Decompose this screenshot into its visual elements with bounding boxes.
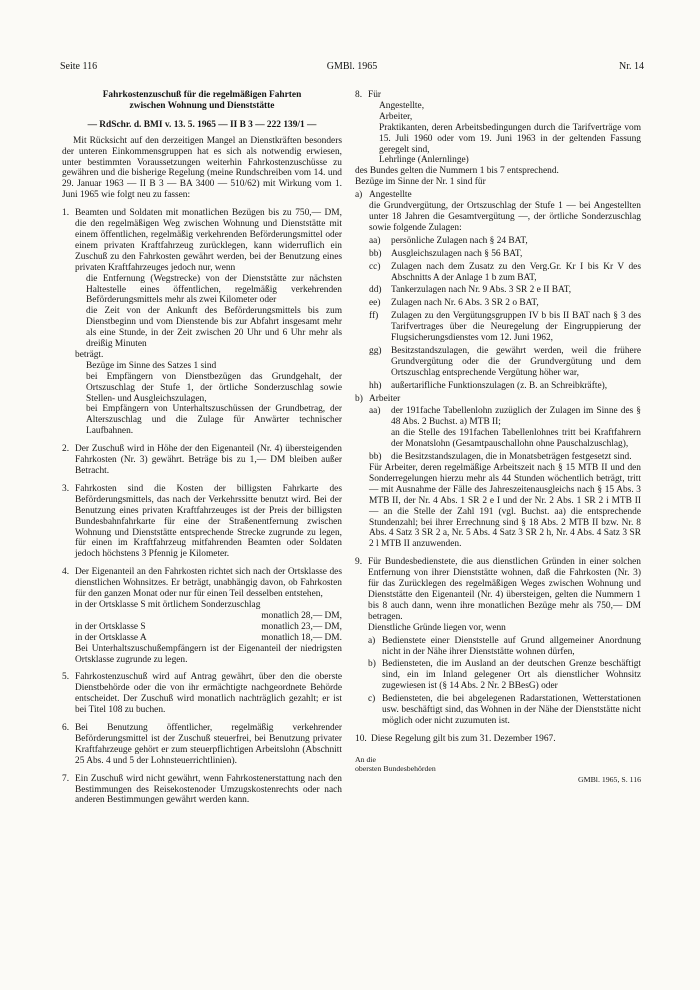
page-header bbox=[60, 62, 644, 76]
left-column bbox=[62, 90, 342, 806]
condition-time: die Zeit von der Ankunft des Beförderungsmittels bis zum Dienstbeginn und vom Dienstende bis zur Abfahrt insgesamt mehr als eine Stunde, in der Zeit zwischen 20 Uhr und 6 Uhr mehr als dreißig Minuten bbox=[86, 306, 342, 350]
list-item-9: 9. Für Bundesbedienstete, die aus dienstlichen Gründen in einer solchen Entfernung von ihrer Dienststätte wohnen, daß die Fahrkosten (Nr. 3) für das Zurücklegen des regelmäßigen Weges zwischen Wohnung und Dienststätte den Eigenanteil (Nr. 4) übersteigen, gelten die Nummern 1 bis 8 auch dann, wenn ihre monatlichen Bezüge mehr als 750,— DM betragen. Dienstliche Gründe liegen vor, wenn a) Bedienstete einer Dienststelle auf Grund allgemeiner Anordnung nicht in der Nähe ihrer Dienststätte wohnen dürfen, b) Bediensteten, die im Ausland an der deutschen Grenze beschäftigt sind, ein im Inland gelegener Ort als dienstlicher Wohnsitz zugewiesen ist (§ 14 Abs. 2 Nr. 2 BBesG) oder c) Bediensteten, die bei abgelegenen Radarstationen, Wetterstationen usw. beschäftigt sind, das Wohnen in der Nähe der Dienststätte nicht möglich oder nicht zuzumuten ist. bbox=[355, 557, 641, 726]
subsection-workers: b) Arbeiter aa) der 191fache Tabellenlohn zuzüglich der Zulagen im Sinne des § 48 Abs. 2 Buchst. a) MTB II; an die Stelle des 191fachen Tabellenlohnes tritt bei Kraftfahrern der Monatslohn (Gesamtpauschallohn ohne Pauschalzuschlag), bb) die Besitzstandszulagen, die in Monatsbeträgen festgesetzt sind. Für Arbeiter, deren regelmäßige Arbeitszeit nach § 15 MTB II und den Sonderregelungen hierzu mehr als 44 Stunden wöchentlich beträgt, tritt — mit Ausnahme der Fälle des Jahreszeitenausgleichs nach § 15 Abs. 3 MTB II, der Nr. 4 Abs. 1 SR 2 e I und der Nr. 2 Abs. 1 SR 2 i MTB II — an die Stelle der Zahl 191 (vgl. Buchst. aa) die entsprechende Stundenzahl; bei ihrer Errechnung sind § 18 Abs. 2 MTB II bzw. Nr. 8 Abs. 4 Satz 3 SR 2 a, Nr. 5 Abs. 4 Satz 3 SR 2 h, Nr. 4 Abs. 4 Satz 3 SR 2 l MTB II anzuwenden. bbox=[355, 393, 641, 550]
intro-paragraph: Mit Rücksicht auf den derzeitigen Mangel an Dienstkräften besonders der unteren Einkommensgruppen hat es sich als notwendig erwiesen, unter bestimmten Voraussetzungen weiterhin Fahrkostenzuschüsse zu gewähren und die bisherige Regelung (meine Rundschreiben vom 14. und 29. Januar 1963 — II B 3 — BA 3400 — 510/62) mit Wirkung vom 1. Juni 1965 wie folgt neu zu fassen: bbox=[62, 135, 342, 201]
rate-row-s-special: monatlich 28,— DM, bbox=[261, 610, 342, 621]
condition-distance: die Entfernung (Wegstrecke) von der Dienststätte zur nächsten Haltestelle eines öffentlichen, regelmäßig verkehrenden Beförderungsmittels mehr als zwei Kilometer oder bbox=[86, 273, 342, 306]
article-title: Fahrkostenzuschuß für die regelmäßigen Fahrten zwischen Wohnung und Dienststätte bbox=[102, 90, 302, 111]
list-item-1: 1. Beamten und Soldaten mit monatlichen Bezügen bis zu 750,— DM, die den regelmäßigen Weg zwischen Wohnung und Dienststätte mit einem öffentlichen, regelmäßig verkehrenden Beförderungsmittel oder einem privaten Kraftfahrzeug zurücklegen, kann widerruflich ein Zuschuß zu den Fahrkosten gewährt werden, bei der Benutzung eines privaten Kraftfahrzeuges jedoch nur, wenn die Entfernung (Wegstrecke) von der Dienststätte zur nächsten Haltestelle eines öffentlichen, regelmäßig verkehrenden Beförderungsmittels mehr als zwei Kilometer oder die Zeit von der Ankunft des Beförderungsmittels bis zum Dienstbeginn und vom Dienstende bis zur Abfahrt insgesamt mehr als eine Stunde, in der Zeit zwischen 20 Uhr und 6 Uhr mehr als dreißig Minuten beträgt. Bezüge im Sinne des Satzes 1 sind bei Empfängern von Dienstbezügen das Grundgehalt, der Ortszuschlag der Stufe 1, der örtliche Sonderzuschlag sowie Stellen- und Ausgleichszulagen, bei Empfängern von Unterhaltszuschüssen der Grundbetrag, der Alterszuschlag und die Zulage für Anwärter technischer Laufbahnen. bbox=[62, 208, 342, 437]
journal-title: GMBl. 1965 bbox=[326, 61, 378, 72]
right-column: 8. Für Angestellte, Arbeiter, Praktikanten, deren Arbeitsbedingungen durch die Tarifverträge vom 15. Juli 1960 oder vom 19. Juni 1963 in der geltenden Fassung geregelt sind, Lehrlinge (Anlernlinge) des Bundes gelten die Nummern 1 bis 7 entsprechend. Bezüge im Sinne der Nr. 1 sind für a) Angestellte die Grundvergütung, der Ortszuschlag der Stufe 1 — bei Angestellten unter 18 Jahren die Gesamtvergütung —, der örtliche Sonderzuschlag sowie folgende Zulagen: aa) persönliche Zulagen nach § 24 BAT, bb) Ausgleichszulagen nach § 56 BAT, cc) Zulagen nach dem Zusatz zu den Verg.Gr. Kr I bis Kr V des Abschnitts A der Anlage 1 b zum BAT, dd) Tankerzulagen nach Nr. 9 Abs. 3 SR 2 e II BAT, ee) Zulagen nach Nr. 6 Abs. 3 SR 2 o BAT, ff) Zulagen zu den Vergütungsgruppen IV b bis II BAT nach § 3 des Tarifvertrages über die Neuregelung der Eingruppierung der Flugsicherungsdienstes vom 12. Juni 1962, gg) Besitzstandszulagen, die gewährt werden, weil die frühere Grundvergütung oder die der Grundvergütung und dem Ortszuschlag entsprechende Vergütung höher war, hh) außertarifliche Funktionszulagen (z. B. an Schreibkräfte), b) Arbeiter aa) der 191fache Tabellenlohn zuzüglich der Zulagen im Sinne des § 48 Abs. 2 Buchst. a) MTB II; an die Stelle des 191fachen Tabellenlohnes tritt bei Kraftfahrern der Monatslohn (Gesamtpauschallohn ohne Pauschalzuschlag), bb) die Besitzstandszulagen, die in Monatsbeträgen festgesetzt sind. Für Arbeiter, deren regelmäßige Arbeitszeit nach § 15 MTB II und den Sonderregelungen hierzu mehr als 44 Stunden wöchentlich beträgt, tritt — mit Ausnahme der Fälle des Jahreszeitenausgleichs nach § 15 Abs. 3 MTB II, der Nr. 4 Abs. 1 SR 2 e I und der Nr. 2 Abs. 1 SR 2 i MTB II — an die Stelle der Zahl 191 (vgl. Buchst. aa) die entsprechende Stundenzahl; bei ihrer Errechnung sind § 18 Abs. 2 MTB II bzw. Nr. 8 Abs. 4 Satz 3 SR 2 a, Nr. 5 Abs. 4 Satz 3 SR 2 h, Nr. 4 Abs. 4 Satz 3 SR 2 l MTB II anzuwenden. 9. Für Bundesbedienstete, die aus dienstlichen Gründen in einer solchen Entfernung von ihrer Dienststätte wohnen, daß die Fahrkosten (Nr. 3) für das Zurücklegen des regelmäßigen Weges zwischen Wohnung und Dienststätte den Eigenanteil (Nr. 4) übersteigen, gelten die Nummern 1 bis 8 auch dann, wenn ihre monatlichen Bezüge mehr als 750,— DM betragen. Dienstliche Gründe liegen vor, wenn a) Bedienstete einer Dienststelle auf Grund allgemeiner Anordnung nicht in der Nähe ihrer Dienststätte wohnen dürfen, b) Bediensteten, die im Ausland an der deutschen Grenze beschäftigt sind, ein im Inland gelegener Ort als dienstlicher Wohnsitz zugewiesen ist (§ 14 Abs. 2 Nr. 2 BBesG) oder c) Bediensteten, die bei abgelegenen Radarstationen, Wetterstationen usw. beschäftigt sind, das Wohnen in der Nähe der Dienststätte nicht möglich oder nicht zuzumuten ist. 10. Diese Regelung gilt bis zum 31. Dezember 1967. An die obersten Bundesbehörden GMBl. 1965, S. 116 bbox=[355, 90, 641, 784]
issue-number: Nr. 14 bbox=[619, 61, 644, 72]
list-item-7: 7. Ein Zuschuß wird nicht gewährt, wenn Fahrkostenerstattung nach den Bestimmungen des Reisekostenoder Umzugskostenrechts oder nach anderen Bestimmungen gewährt werden kann. bbox=[62, 773, 342, 806]
list-item-4: 4. Der Eigenanteil an den Fahrkosten richtet sich nach der Ortsklasse des dienstlichen Wohnsitzes. Er beträgt, unabhängig davon, ob Fahrkosten für den ganzen Monat oder nur für einen Teil desselben entstehen, in der Ortsklasse S mit örtlichem Sonderzuschlag monatlich 28,— DM, in der Ortsklasse S monatlich 23,— DM, in der Ortsklasse A monatlich 18,— DM. Bei Unterhaltszuschußempfängern ist der Eigenanteil der niedrigsten Ortsklasse zugrunde zu legen. bbox=[62, 567, 342, 665]
source-reference: GMBl. 1965, S. 116 bbox=[578, 774, 641, 784]
definition-trainees: bei Empfängern von Unterhaltszuschüssen der Grundbetrag, der Alterszuschlag und die Zulage für Anwärter technischer Laufbahnen. bbox=[86, 404, 342, 437]
list-item-3: 3. Fahrkosten sind die Kosten der billigsten Fahrkarte des Beförderungsmittels, das nach der Verkehrssitte benutzt wird. Bei der Benutzung eines privaten Kraftfahrzeuges ist der Preis der billigsten Bundesbahnfahrkarte für eine der Straßenentfernung zwischen Wohnung und Dienststätte entsprechende Strecke zugrunde zu legen, für einen im Kraftfahrzeug mitfahrenden Beamten oder Soldaten jedoch höchstens 3 Pfennig je Kilometer. bbox=[62, 483, 342, 560]
list-item-10: 10. Diese Regelung gilt bis zum 31. Dezember 1967. bbox=[355, 733, 556, 744]
page-number: Seite 116 bbox=[60, 61, 98, 72]
circular-reference: — RdSchr. d. BMI v. 13. 5. 1965 — II B 3 — 222 139/1 — bbox=[87, 119, 317, 130]
addressee: An die obersten Bundesbehörden bbox=[355, 754, 436, 773]
list-item-6: 6. Bei Benutzung öffentlicher, regelmäßig verkehrender Beförderungsmittel ist der Zuschuß steuerfrei, bei Benutzung privater Kraftfahrzeuge gehört er zum steuerpflichtigen Arbeitslohn (Abschnitt 25 Abs. 4 und 5 der Lohnsteuerrichtlinien). bbox=[62, 723, 342, 766]
rate-row-s: in der Ortsklasse S monatlich 23,— DM, bbox=[75, 621, 342, 632]
subsection-employees: a) Angestellte die Grundvergütung, der Ortszuschlag der Stufe 1 — bei Angestellten unter 18 Jahren die Gesamtvergütung —, der örtliche Sonderzuschlag sowie folgende Zulagen: aa) persönliche Zulagen nach § 24 BAT, bb) Ausgleichszulagen nach § 56 BAT, cc) Zulagen nach dem Zusatz zu den Verg.Gr. Kr I bis Kr V des Abschnitts A der Anlage 1 b zum BAT, dd) Tankerzulagen nach Nr. 9 Abs. 3 SR 2 e II BAT, ee) Zulagen nach Nr. 6 Abs. 3 SR 2 o BAT, ff) Zulagen zu den Vergütungsgruppen IV b bis II BAT nach § 3 des Tarifvertrages über die Neuregelung der Eingruppierung der Flugsicherungsdienstes vom 12. Juni 1962, gg) Besitzstandszulagen, die gewährt werden, weil die frühere Grundvergütung oder die der Grundvergütung und dem Ortszuschlag entsprechende Vergütung höher war, hh) außertarifliche Funktionszulagen (z. B. an Schreibkräfte), bbox=[355, 190, 641, 391]
list-item-2: 2. Der Zuschuß wird in Höhe der den Eigenanteil (Nr. 4) übersteigenden Fahrkosten (Nr. 3) gewährt. Beträge bis zu 1,— DM bleiben außer Betracht. bbox=[62, 444, 342, 476]
list-item-5: 5. Fahrkostenzuschuß wird auf Antrag gewährt, über den die oberste Dienstbehörde oder die von ihr ermächtigte nachgeordnete Behörde entscheidet. Der Zuschuß wird monatlich nachträglich gezahlt; er ist bei Titel 108 zu buchen. bbox=[62, 672, 342, 716]
rate-row-a: in der Ortsklasse A monatlich 18,— DM. bbox=[75, 632, 342, 643]
list-item-8: 8. Für Angestellte, Arbeiter, Praktikanten, deren Arbeitsbedingungen durch die Tarifverträge vom 15. Juli 1960 oder vom 19. Juni 1963 in der geltenden Fassung geregelt sind, Lehrlinge (Anlernlinge) bbox=[355, 90, 641, 166]
definition-officials: bei Empfängern von Dienstbezügen das Grundgehalt, der Ortszuschlag der Stufe 1, der örtliche Sonderzuschlag sowie Stellen- und Ausgleichszulagen, bbox=[86, 371, 342, 404]
